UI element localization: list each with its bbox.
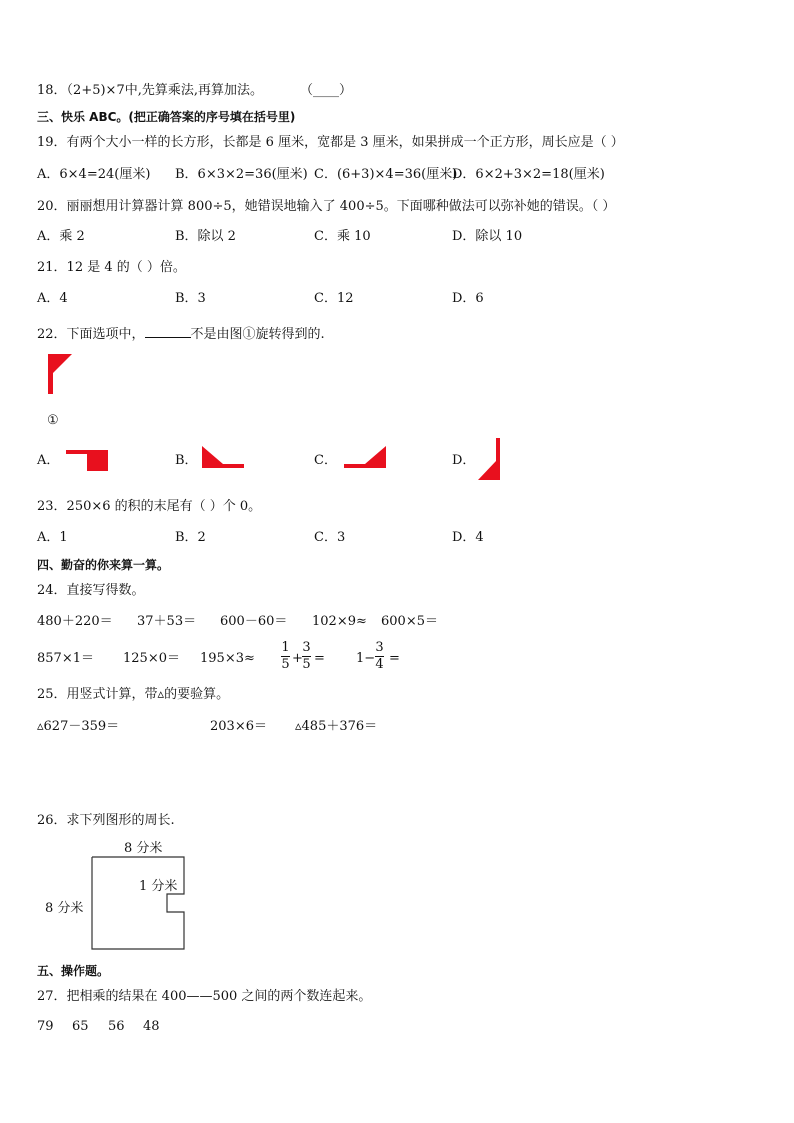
- q25-item[interactable]: ▵485＋376＝: [295, 719, 378, 734]
- q22-text: [37, 325, 325, 343]
- q22-option-c[interactable]: C．: [314, 453, 337, 468]
- q22-figure-label: ①: [47, 413, 59, 428]
- q20-option-c[interactable]: C．乘 10: [314, 229, 371, 244]
- q20-option-b[interactable]: B．除以 2: [175, 229, 236, 244]
- fraction-numerator: 1: [281, 640, 290, 655]
- q24-fraction-3-5: [302, 641, 311, 672]
- q24-item[interactable]: 600×5＝: [381, 614, 438, 629]
- q19-text: 19．有两个大小一样的长方形，长都是 6 厘米，宽都是 3 厘米，如果拼成一个正方形，周长应是（ ）: [37, 135, 624, 150]
- fraction-denominator: 5: [302, 657, 311, 672]
- fraction-denominator: 4: [375, 657, 384, 672]
- q22-blank[interactable]: [145, 325, 191, 338]
- q24-item[interactable]: 37＋53＝: [137, 614, 197, 629]
- q22-option-c-shape[interactable]: [344, 446, 388, 470]
- q26-label-left: 8 分米: [45, 901, 84, 916]
- q22-option-b[interactable]: B．: [175, 453, 198, 468]
- fraction-denominator: 5: [281, 657, 290, 672]
- q26-text: 26．求下列图形的周长.: [37, 813, 175, 828]
- q22-option-a-shape[interactable]: [66, 450, 110, 474]
- q19-option-b[interactable]: B．6×3×2=36(厘米): [175, 167, 308, 182]
- q26-notched-square-figure: [92, 857, 188, 953]
- q24-item[interactable]: 857×1＝: [37, 651, 94, 666]
- q21-option-d[interactable]: D．6: [452, 291, 484, 306]
- q21-option-b[interactable]: B．3: [175, 291, 206, 306]
- fraction-numerator: 3: [302, 640, 311, 655]
- q19-option-d[interactable]: D．6×2+3×2=18(厘米): [452, 167, 605, 182]
- q22-option-d-shape[interactable]: [478, 438, 504, 482]
- fraction-numerator: 3: [375, 640, 384, 655]
- q24-equals[interactable]: =: [314, 651, 325, 666]
- section5-title: 五、操作题。: [37, 964, 110, 978]
- q26-label-top: 8 分米: [124, 841, 163, 856]
- q25-item[interactable]: 203×6＝: [210, 719, 267, 734]
- q27-text: 27．把相乘的结果在 400——500 之间的两个数连起来。: [37, 989, 372, 1004]
- section4-title: 四、勤奋的你来算一算。: [37, 558, 170, 572]
- q23-option-b[interactable]: B．2: [175, 530, 206, 545]
- q24-item[interactable]: 125×0＝: [123, 651, 180, 666]
- q22-option-a[interactable]: A．: [37, 453, 60, 468]
- q24-item[interactable]: 480＋220＝: [37, 614, 113, 629]
- q22-option-b-shape[interactable]: [202, 446, 246, 470]
- q20-text: 20．丽丽想用计算器计算 800÷5，她错误地输入了 400÷5。下面哪种做法可以弥补她的错误。（ ）: [37, 199, 616, 214]
- q21-option-a[interactable]: A．4: [37, 291, 68, 306]
- q24-plus-sign: +: [292, 651, 303, 666]
- q19-option-c[interactable]: C．(6+3)×4=36(厘米): [314, 167, 458, 182]
- q27-number[interactable]: 79: [37, 1019, 54, 1034]
- q24-item[interactable]: 102×9≈: [312, 614, 367, 629]
- q27-number[interactable]: 56: [108, 1019, 125, 1034]
- q24-item[interactable]: 195×3≈: [200, 651, 255, 666]
- q24-fraction-3-4: [375, 641, 384, 672]
- q23-option-a[interactable]: A．1: [37, 530, 68, 545]
- q20-option-a[interactable]: A．乘 2: [37, 229, 85, 244]
- q22-text-post: 不是由图①旋转得到的.: [190, 327, 325, 342]
- q26-label-notch: 1 分米: [139, 879, 178, 894]
- q24-fraction-1-5: [281, 641, 290, 672]
- q24-frac2-lead: 1−: [356, 651, 376, 666]
- q23-option-d[interactable]: D．4: [452, 530, 484, 545]
- q24-text: 24．直接写得数。: [37, 583, 145, 598]
- q27-number[interactable]: 48: [143, 1019, 160, 1034]
- q23-option-c[interactable]: C．3: [314, 530, 346, 545]
- q23-text: 23．250×6 的积的末尾有（ ）个 0。: [37, 499, 262, 514]
- q25-text: 25．用竖式计算，带▵的要验算。: [37, 687, 230, 702]
- q24-item[interactable]: 600－60＝: [220, 614, 288, 629]
- q22-figure-flag: [48, 354, 76, 396]
- section3-title: 三、快乐 ABC。(把正确答案的序号填在括号里): [37, 110, 296, 124]
- q18-answer-paren[interactable]: （____）: [300, 83, 353, 98]
- q20-option-d[interactable]: D．除以 10: [452, 229, 523, 244]
- q24-equals[interactable]: =: [389, 651, 400, 666]
- q27-number[interactable]: 65: [72, 1019, 89, 1034]
- q21-text: 21．12 是 4 的（ ）倍。: [37, 260, 186, 275]
- q25-item[interactable]: ▵627－359＝: [37, 719, 120, 734]
- q21-option-c[interactable]: C．12: [314, 291, 354, 306]
- q19-option-a[interactable]: A．6×4=24(厘米): [37, 167, 151, 182]
- q18-text: 18．（2+5)×7中,先算乘法,再算加法。: [37, 83, 263, 98]
- q22-text-pre: 22．下面选项中，: [37, 327, 145, 342]
- q22-option-d[interactable]: D．: [452, 453, 476, 468]
